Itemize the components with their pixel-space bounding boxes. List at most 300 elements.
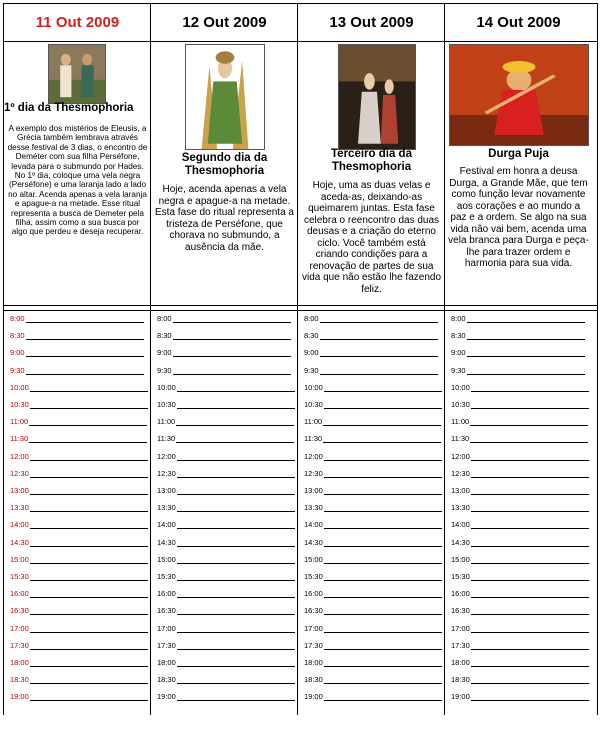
- time-slot[interactable]: [451, 640, 589, 652]
- time-slot-writing-line[interactable]: [177, 554, 295, 564]
- time-slot-label: 8:00: [304, 314, 319, 323]
- time-slot-writing-line[interactable]: [177, 657, 295, 667]
- time-slot-label: 13:00: [304, 486, 323, 495]
- time-slot-label: 14:30: [451, 537, 470, 547]
- time-slot[interactable]: [451, 416, 588, 428]
- time-slot-label: 11:30: [451, 434, 470, 444]
- time-slot-label: 16:30: [157, 606, 176, 616]
- time-slot-writing-line[interactable]: [471, 588, 589, 598]
- time-slot-writing-line[interactable]: [471, 571, 589, 581]
- time-slot[interactable]: [304, 537, 442, 549]
- time-slot[interactable]: [10, 416, 147, 428]
- time-slot[interactable]: [10, 554, 148, 566]
- time-slot-label: 15:00: [304, 554, 323, 564]
- time-slot-label: 14:30: [10, 537, 29, 547]
- time-slot-label: 14:00: [157, 520, 176, 530]
- time-slot[interactable]: [451, 588, 589, 600]
- time-slot-writing-line[interactable]: [26, 365, 144, 375]
- time-slot-label: 18:30: [10, 675, 29, 685]
- time-slot-writing-line[interactable]: [177, 399, 295, 409]
- time-slot[interactable]: [304, 416, 441, 428]
- time-slot-label: 18:00: [451, 658, 470, 667]
- day-date-header: 14 Out 2009: [476, 13, 561, 31]
- time-slot-label: 17:30: [157, 640, 176, 650]
- time-slot-label: 11:00: [451, 417, 470, 427]
- time-slot-label: 14:30: [304, 537, 323, 547]
- time-slot-label: 12:30: [304, 468, 323, 478]
- time-slot[interactable]: [10, 657, 148, 669]
- time-slot-label: 17:00: [157, 623, 176, 633]
- time-slot-label: 8:30: [304, 331, 319, 341]
- time-slot[interactable]: [10, 365, 144, 377]
- time-slot-writing-line[interactable]: [324, 640, 442, 650]
- time-slot-label: 12:00: [10, 451, 29, 461]
- time-slot-writing-line[interactable]: [173, 313, 291, 323]
- time-slot-writing-line[interactable]: [471, 382, 589, 392]
- time-slot-writing-line[interactable]: [177, 588, 295, 598]
- time-slot-writing-line[interactable]: [177, 674, 295, 684]
- time-slot-label: 15:30: [304, 572, 323, 581]
- time-slot-writing-line[interactable]: [467, 347, 585, 357]
- time-slot[interactable]: [157, 605, 295, 617]
- time-slot-label: 10:30: [451, 400, 470, 409]
- time-slot-label: 9:30: [304, 365, 319, 375]
- time-slot-label: 15:00: [157, 554, 176, 564]
- time-slot-label: 9:00: [451, 348, 466, 358]
- time-slot-writing-line[interactable]: [324, 519, 442, 529]
- time-slot-label: 14:00: [451, 520, 470, 530]
- time-slot-label: 9:00: [10, 348, 25, 358]
- time-slot-writing-line[interactable]: [173, 365, 291, 375]
- time-slot-label: 19:00: [451, 692, 470, 702]
- time-slot[interactable]: [304, 347, 438, 359]
- time-slot[interactable]: [10, 468, 148, 480]
- time-slot-label: 15:30: [157, 572, 176, 581]
- time-slot-writing-line[interactable]: [470, 416, 588, 426]
- time-slot-writing-line[interactable]: [471, 657, 589, 667]
- time-slot-label: 13:00: [157, 486, 176, 495]
- time-slot-writing-line[interactable]: [177, 382, 295, 392]
- time-slot[interactable]: [157, 416, 294, 428]
- time-slot-writing-line[interactable]: [471, 674, 589, 684]
- time-slot-label: 16:00: [451, 589, 470, 599]
- time-slot-writing-line[interactable]: [29, 416, 147, 426]
- time-slot-label: 12:30: [10, 468, 29, 478]
- time-slot-label: 8:00: [10, 314, 25, 323]
- time-slot[interactable]: [304, 571, 442, 583]
- time-slot-label: 8:00: [157, 314, 172, 323]
- time-slot[interactable]: [451, 502, 589, 514]
- time-slot-label: 10:00: [157, 382, 176, 392]
- time-slot-writing-line[interactable]: [177, 623, 295, 633]
- time-slot-label: 9:30: [451, 365, 466, 375]
- time-slot-writing-line[interactable]: [324, 451, 442, 461]
- time-slot-writing-line[interactable]: [30, 485, 148, 495]
- time-slot-writing-line[interactable]: [471, 468, 589, 478]
- time-slot[interactable]: [157, 365, 291, 377]
- time-slot-label: 17:00: [451, 623, 470, 633]
- time-slot-label: 13:00: [10, 486, 29, 495]
- time-slot-writing-line[interactable]: [320, 313, 438, 323]
- time-slot-label: 8:00: [451, 314, 466, 323]
- time-slot-label: 19:00: [157, 692, 176, 702]
- time-slot[interactable]: [451, 399, 589, 411]
- time-slot[interactable]: [157, 330, 291, 342]
- women-figures-icon: [48, 44, 106, 104]
- time-slot[interactable]: [157, 657, 295, 669]
- time-slot[interactable]: [157, 502, 295, 514]
- time-slot-writing-line[interactable]: [30, 588, 148, 598]
- time-slot-writing-line[interactable]: [177, 451, 295, 461]
- time-slot-label: 16:00: [304, 589, 323, 599]
- time-slot-writing-line[interactable]: [30, 554, 148, 564]
- time-slot-writing-line[interactable]: [30, 451, 148, 461]
- day-title: Segundo dia da Thesmophoria: [181, 152, 268, 177]
- time-slot-label: 9:30: [157, 365, 172, 375]
- time-slot-label: 9:00: [157, 348, 172, 358]
- durga-goddess-icon: [449, 44, 589, 146]
- time-slot-writing-line[interactable]: [30, 537, 148, 547]
- time-slot-writing-line[interactable]: [471, 640, 589, 650]
- time-slot[interactable]: [451, 313, 585, 325]
- mother-daughter-icon: [338, 44, 416, 150]
- time-slot-label: 9:30: [10, 365, 25, 375]
- time-slot-writing-line[interactable]: [176, 433, 294, 443]
- time-slot[interactable]: [304, 468, 442, 480]
- time-slot-writing-line[interactable]: [177, 571, 295, 581]
- time-slot[interactable]: [157, 554, 295, 566]
- time-slot[interactable]: [157, 347, 291, 359]
- day-info-cell: [445, 42, 592, 304]
- day-date-header: 12 Out 2009: [182, 13, 267, 31]
- time-slot-writing-line[interactable]: [324, 468, 442, 478]
- time-slot-writing-line[interactable]: [324, 537, 442, 547]
- time-slot-writing-line[interactable]: [30, 623, 148, 633]
- time-slot-label: 16:00: [157, 589, 176, 599]
- time-slot-writing-line[interactable]: [30, 382, 148, 392]
- time-slot[interactable]: [304, 502, 442, 514]
- time-slot[interactable]: [451, 554, 589, 566]
- time-slot-writing-line[interactable]: [30, 657, 148, 667]
- time-slot[interactable]: [157, 313, 291, 325]
- time-slot[interactable]: [10, 382, 148, 394]
- time-slot-label: 13:00: [451, 486, 470, 495]
- time-slot-label: 11:30: [157, 434, 176, 444]
- time-slot[interactable]: [157, 623, 295, 635]
- time-slot-label: 10:00: [304, 382, 323, 392]
- time-slot[interactable]: [157, 674, 295, 686]
- time-slot-writing-line[interactable]: [324, 605, 442, 615]
- time-slot-label: 14:00: [10, 520, 29, 530]
- time-slot-writing-line[interactable]: [471, 605, 589, 615]
- time-slot[interactable]: [157, 571, 295, 583]
- time-slot-writing-line[interactable]: [30, 571, 148, 581]
- time-slot-label: 16:30: [10, 606, 29, 616]
- time-slot[interactable]: [451, 691, 589, 703]
- time-slot-writing-line[interactable]: [176, 416, 294, 426]
- time-slot[interactable]: [10, 485, 148, 497]
- row-divider: [3, 305, 598, 306]
- day-date-header: 11 Out 2009: [35, 13, 120, 31]
- time-slot-writing-line[interactable]: [471, 451, 589, 461]
- time-slot[interactable]: [157, 485, 295, 497]
- day-info-cell: [298, 42, 445, 304]
- time-slot-label: 8:30: [157, 331, 172, 341]
- time-slot[interactable]: [10, 347, 144, 359]
- time-slot[interactable]: [304, 313, 438, 325]
- time-slot-label: 12:00: [157, 451, 176, 461]
- time-slot[interactable]: [304, 657, 442, 669]
- time-slot-label: 16:30: [304, 606, 323, 616]
- time-slot-writing-line[interactable]: [323, 433, 441, 443]
- time-slot-label: 13:30: [157, 503, 176, 513]
- time-slot-label: 17:30: [10, 640, 29, 650]
- time-slot[interactable]: [10, 640, 148, 652]
- time-slot-writing-line[interactable]: [323, 416, 441, 426]
- time-slot[interactable]: [451, 382, 589, 394]
- time-slot-writing-line[interactable]: [471, 399, 589, 409]
- time-slot-label: 19:00: [304, 692, 323, 702]
- column-divider: [597, 3, 598, 715]
- time-slot-writing-line[interactable]: [320, 347, 438, 357]
- time-slot-writing-line[interactable]: [30, 605, 148, 615]
- time-slot[interactable]: [451, 485, 589, 497]
- time-slot-writing-line[interactable]: [30, 399, 148, 409]
- time-slot[interactable]: [10, 588, 148, 600]
- time-slot-writing-line[interactable]: [324, 399, 442, 409]
- time-slot-writing-line[interactable]: [26, 347, 144, 357]
- time-slot-label: 15:00: [10, 554, 29, 564]
- time-slot[interactable]: [304, 623, 442, 635]
- time-slot[interactable]: [10, 399, 148, 411]
- day-description: Hoje, acenda apenas a vela negra e apague-a na metade. Esta fase do ritual representa a tristeza de Perséfone, que chorava no submundo, a ausência da mãe.: [155, 184, 294, 253]
- time-slot-writing-line[interactable]: [324, 588, 442, 598]
- time-slot[interactable]: [10, 674, 148, 686]
- time-slot[interactable]: [304, 433, 441, 445]
- time-slot[interactable]: [10, 623, 148, 635]
- time-slot-label: 15:30: [10, 572, 29, 581]
- time-slot-label: 11:00: [157, 417, 176, 427]
- row-divider: [3, 310, 598, 311]
- time-slot-label: 11:00: [304, 417, 323, 427]
- time-slot[interactable]: [304, 605, 442, 617]
- time-slot-writing-line[interactable]: [324, 571, 442, 581]
- time-slot[interactable]: [10, 691, 148, 703]
- time-slot-writing-line[interactable]: [173, 347, 291, 357]
- time-slot[interactable]: [10, 605, 148, 617]
- time-slot-label: 10:30: [157, 400, 176, 409]
- time-slot-label: 8:30: [10, 331, 25, 341]
- time-slot[interactable]: [304, 691, 442, 703]
- time-slot-label: 18:00: [157, 658, 176, 667]
- time-slot-writing-line[interactable]: [320, 365, 438, 375]
- time-slot-writing-line[interactable]: [471, 519, 589, 529]
- time-slot-label: 10:30: [10, 400, 29, 409]
- time-slot-writing-line[interactable]: [471, 537, 589, 547]
- time-slot-label: 15:00: [451, 554, 470, 564]
- time-slot-label: 12:30: [157, 468, 176, 478]
- time-slot-label: 17:00: [10, 623, 29, 633]
- day-description: A exemplo dos mistérios de Eleusis, a Grécia também lembrava através desse festival de 3 dias, o encontro de Deméter com sua filha Perséfone, levada para o submundo por Hades. No 1º dia, coloque uma vela negra (Perséfone) e uma laranja lado a lado no altar. Acenda apenas a vela laranja e apague-a na metade. Esse ritual representa a busca de Demeter pela filha, assim como a sua busca por algo que perdeu e deseja recuperar.: [7, 124, 148, 237]
- time-slot-label: 16:30: [451, 606, 470, 616]
- time-slot-writing-line[interactable]: [177, 519, 295, 529]
- time-slot[interactable]: [451, 433, 588, 445]
- time-slot[interactable]: [157, 451, 295, 463]
- time-slot[interactable]: [451, 571, 589, 583]
- time-slot-writing-line[interactable]: [324, 657, 442, 667]
- time-slot[interactable]: [451, 468, 589, 480]
- time-slot-label: 14:00: [304, 520, 323, 530]
- time-slot-writing-line[interactable]: [177, 537, 295, 547]
- time-slot-label: 9:00: [304, 348, 319, 358]
- time-slot-writing-line[interactable]: [30, 519, 148, 529]
- time-slot-label: 13:30: [451, 503, 470, 513]
- time-slot-label: 11:30: [10, 434, 29, 444]
- time-slot[interactable]: [304, 330, 438, 342]
- day-description: Festival em honra a deusa Durga, a Grande Mãe, que tem como função levar novamente aos corações e ao mundo a paz e a ordem. Se algo na sua vida não vai bem, acenda uma vela branca para Durga e peça-lhe para trazer ordem e harmonia para sua vida.: [448, 166, 589, 269]
- time-slot-label: 16:00: [10, 589, 29, 599]
- day-title: 1º dia da Thesmophoria: [4, 102, 134, 114]
- time-slot-label: 13:30: [10, 503, 29, 513]
- time-slot[interactable]: [451, 623, 589, 635]
- time-slot-writing-line[interactable]: [471, 485, 589, 495]
- time-slot-label: 12:00: [304, 451, 323, 461]
- time-slot-label: 17:30: [451, 640, 470, 650]
- time-slot-writing-line[interactable]: [467, 365, 585, 375]
- day-date-header: 13 Out 2009: [329, 13, 414, 31]
- time-slot[interactable]: [157, 468, 295, 480]
- time-slot-label: 18:30: [304, 675, 323, 685]
- time-slot[interactable]: [451, 365, 585, 377]
- time-slot-label: 18:00: [10, 658, 29, 667]
- time-slot[interactable]: [304, 382, 442, 394]
- time-slot[interactable]: [304, 399, 442, 411]
- time-slot-label: 19:00: [10, 692, 29, 702]
- time-slot-writing-line[interactable]: [26, 313, 144, 323]
- time-slot-label: 8:30: [451, 331, 466, 341]
- time-slot[interactable]: [157, 519, 295, 531]
- time-slot-writing-line[interactable]: [30, 468, 148, 478]
- time-slot[interactable]: [10, 502, 148, 514]
- time-slot-label: 13:30: [304, 503, 323, 513]
- time-slot-writing-line[interactable]: [30, 640, 148, 650]
- time-slot-label: 18:30: [157, 675, 176, 685]
- time-slot-label: 17:00: [304, 623, 323, 633]
- time-slot[interactable]: [157, 537, 295, 549]
- time-slot[interactable]: [451, 605, 589, 617]
- time-slot[interactable]: [157, 433, 294, 445]
- time-slot-writing-line[interactable]: [324, 691, 442, 701]
- time-slot[interactable]: [10, 313, 144, 325]
- time-slot[interactable]: [157, 382, 295, 394]
- time-slot-writing-line[interactable]: [173, 330, 291, 340]
- time-slot-writing-line[interactable]: [177, 485, 295, 495]
- day-info-cell: [151, 42, 298, 304]
- time-slot-writing-line[interactable]: [471, 554, 589, 564]
- time-slot[interactable]: [304, 519, 442, 531]
- time-slot-label: 11:30: [304, 434, 323, 444]
- time-slot[interactable]: [10, 330, 144, 342]
- time-slot[interactable]: [10, 433, 147, 445]
- time-slot-writing-line[interactable]: [324, 554, 442, 564]
- day-title: Terceiro dia da Thesmophoria: [331, 148, 412, 173]
- time-slot-writing-line[interactable]: [467, 313, 585, 323]
- time-slot[interactable]: [304, 554, 442, 566]
- time-slot-writing-line[interactable]: [177, 468, 295, 478]
- time-slot-label: 18:00: [304, 658, 323, 667]
- time-slot-label: 15:30: [451, 572, 470, 581]
- time-slot-writing-line[interactable]: [29, 433, 147, 443]
- time-slot-writing-line[interactable]: [324, 623, 442, 633]
- time-slot-writing-line[interactable]: [30, 502, 148, 512]
- time-slot[interactable]: [10, 519, 148, 531]
- time-slot-writing-line[interactable]: [324, 382, 442, 392]
- time-slot[interactable]: [10, 537, 148, 549]
- time-slot[interactable]: [304, 451, 442, 463]
- goddess-with-wheat-icon: [185, 44, 265, 150]
- time-slot[interactable]: [451, 519, 589, 531]
- time-slot-writing-line[interactable]: [26, 330, 144, 340]
- time-slot-writing-line[interactable]: [471, 623, 589, 633]
- time-slot[interactable]: [304, 485, 442, 497]
- time-slot-writing-line[interactable]: [467, 330, 585, 340]
- day-title: Durga Puja: [488, 148, 549, 160]
- time-slot[interactable]: [157, 588, 295, 600]
- time-slot-writing-line[interactable]: [177, 640, 295, 650]
- time-slot[interactable]: [157, 691, 295, 703]
- time-slot[interactable]: [451, 347, 585, 359]
- time-slot-writing-line[interactable]: [320, 330, 438, 340]
- time-slot[interactable]: [304, 365, 438, 377]
- time-slot-label: 17:30: [304, 640, 323, 650]
- time-slot-label: 11:00: [10, 417, 29, 427]
- time-slot[interactable]: [157, 399, 295, 411]
- time-slot[interactable]: [10, 571, 148, 583]
- time-slot[interactable]: [157, 640, 295, 652]
- time-slot-writing-line[interactable]: [30, 674, 148, 684]
- day-description: Hoje, uma as duas velas e aceda-as, deixando-as queimarem juntas. Esta fase celebra o reencontro das duas deusas e a criação do eterno ciclo. Você também está criando condições para a renovação de partes de sua vida que não estão lhe fazendo feliz.: [302, 180, 441, 295]
- time-slot-writing-line[interactable]: [324, 502, 442, 512]
- time-slot-writing-line[interactable]: [177, 691, 295, 701]
- time-slot[interactable]: [451, 451, 589, 463]
- time-slot-writing-line[interactable]: [324, 674, 442, 684]
- time-slot-writing-line[interactable]: [471, 691, 589, 701]
- calendar-page: [3, 3, 598, 715]
- time-slot-writing-line[interactable]: [30, 691, 148, 701]
- time-slot-writing-line[interactable]: [470, 433, 588, 443]
- time-slot-label: 10:00: [451, 382, 470, 392]
- time-slot[interactable]: [451, 657, 589, 669]
- time-slot-writing-line[interactable]: [177, 605, 295, 615]
- day-info-cell: [4, 42, 151, 304]
- time-slot-label: 14:30: [157, 537, 176, 547]
- time-slot-writing-line[interactable]: [324, 485, 442, 495]
- time-slot[interactable]: [451, 537, 589, 549]
- time-slot[interactable]: [451, 330, 585, 342]
- time-slot-label: 10:30: [304, 400, 323, 409]
- time-slot-writing-line[interactable]: [471, 502, 589, 512]
- time-slot[interactable]: [304, 674, 442, 686]
- time-slot-label: 12:00: [451, 451, 470, 461]
- time-slot[interactable]: [304, 588, 442, 600]
- time-slot-writing-line[interactable]: [177, 502, 295, 512]
- time-slot-label: 18:30: [451, 675, 470, 685]
- time-slot[interactable]: [451, 674, 589, 686]
- time-slot[interactable]: [10, 451, 148, 463]
- time-slot[interactable]: [304, 640, 442, 652]
- time-slot-label: 12:30: [451, 468, 470, 478]
- time-slot-label: 10:00: [10, 382, 29, 392]
